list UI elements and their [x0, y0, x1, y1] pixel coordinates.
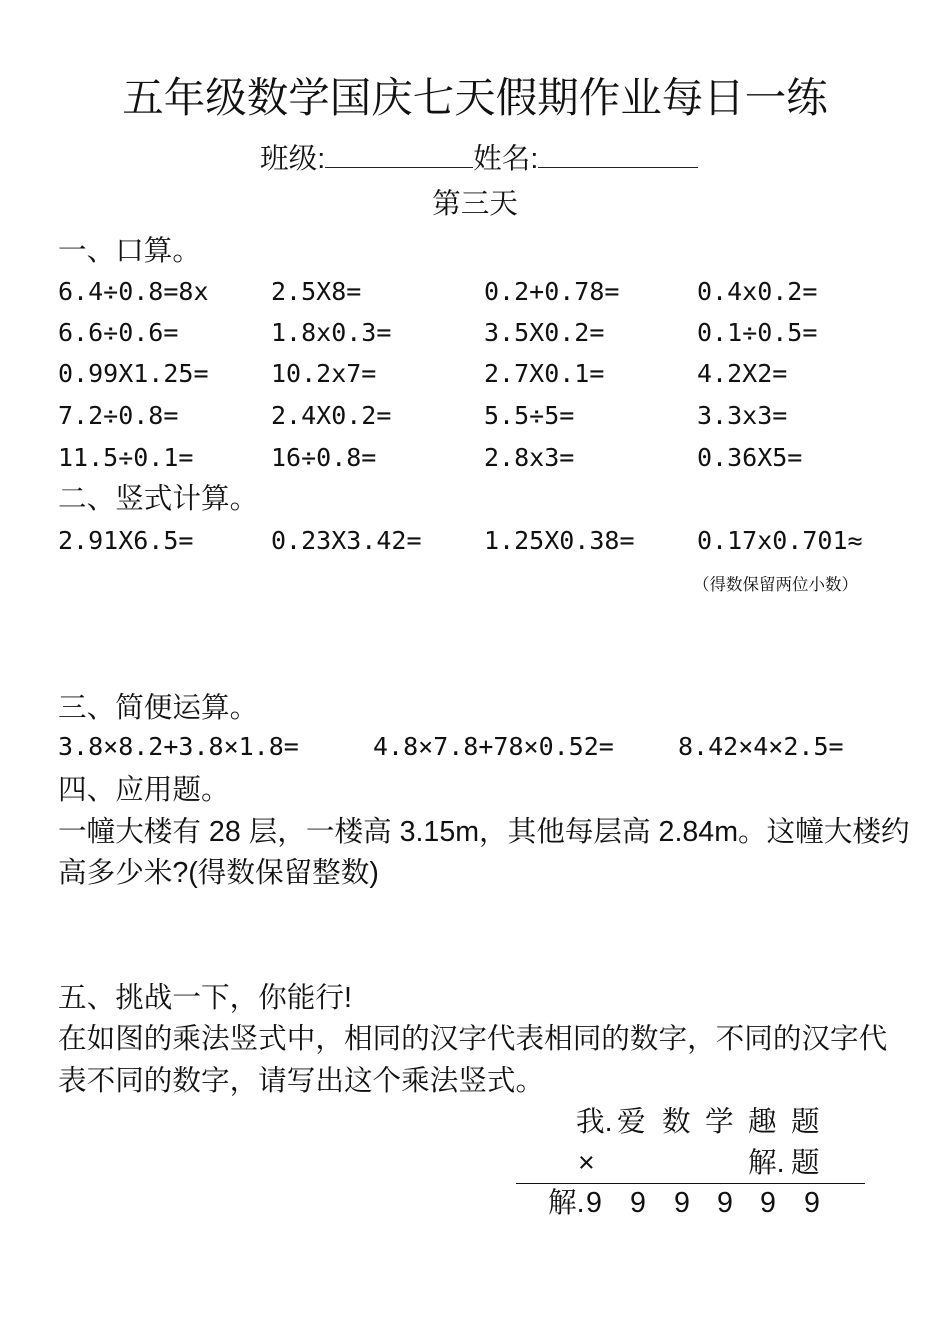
oral-row-3	[58, 360, 787, 388]
oral-problem: 0.99X1.25=	[58, 359, 209, 388]
oral-problem: 3.3x3=	[697, 401, 788, 430]
name-label: 姓名:	[473, 143, 539, 175]
oral-problem: 6.4÷0.8=8x	[58, 277, 209, 306]
oral-problem: 4.2X2=	[697, 359, 788, 388]
oral-problem: 0.2+0.78=	[484, 277, 620, 306]
oral-problem: 0.36X5=	[697, 443, 803, 472]
vertical-calc-problem: 1.25X0.38=	[484, 526, 635, 555]
simplify-problem: 8.42×4×2.5=	[678, 732, 844, 761]
vertical-calc-problem: 2.91X6.5=	[58, 526, 194, 555]
oral-problem: 7.2÷0.8=	[58, 401, 179, 430]
oral-problem: 2.7X0.1=	[484, 359, 605, 388]
product-digit: 9	[804, 1187, 820, 1219]
section1-heading: 一、口算。	[58, 235, 201, 267]
day-label: 第三天	[432, 188, 518, 220]
oral-problem: 2.8x3=	[484, 443, 575, 472]
multiplicand-digit: 我.	[576, 1106, 613, 1138]
challenge-text-line-2: 表不同的数字，请写出这个乘法竖式。	[58, 1065, 545, 1097]
class-label: 班级:	[260, 143, 326, 175]
multiplicand-digit: 趣	[748, 1106, 777, 1138]
multiplier-digit: 解.	[748, 1147, 785, 1179]
oral-problem: 16÷0.8=	[271, 443, 377, 472]
product-digit: 9	[717, 1187, 733, 1219]
oral-row-1	[58, 278, 817, 306]
product-digit: 解.	[548, 1187, 585, 1219]
oral-row-5	[58, 444, 802, 472]
oral-problem: 0.1÷0.5=	[697, 318, 818, 347]
simplify-row	[58, 733, 844, 761]
multiplicand-digit: 数	[662, 1106, 691, 1138]
section2-heading: 二、竖式计算。	[58, 483, 259, 515]
student-info-line	[260, 145, 698, 174]
product-digit: 9	[630, 1187, 646, 1219]
oral-row-4	[58, 402, 787, 430]
multiplicand-digit: 学	[705, 1106, 734, 1138]
product-digit: 9	[586, 1187, 602, 1219]
simplify-problem: 3.8×8.2+3.8×1.8=	[58, 732, 299, 761]
oral-problem: 10.2x7=	[271, 359, 377, 388]
vertical-calc-problem: 0.17x0.701≈	[697, 526, 863, 555]
simplify-problem: 4.8×7.8+78×0.52=	[373, 732, 614, 761]
vertical-calc-row	[58, 527, 863, 555]
multiplier-digit: 题	[791, 1147, 820, 1179]
oral-problem: 11.5÷0.1=	[58, 443, 194, 472]
word-problem-line-2: 高多少米?(得数保留整数)	[58, 857, 379, 889]
class-blank-line	[325, 167, 473, 168]
worksheet-title: 五年级数学国庆七天假期作业每日一练	[122, 74, 828, 121]
section5-heading: 五、挑战一下，你能行!	[58, 982, 352, 1014]
name-blank-line	[538, 167, 698, 168]
multiply-sign: ×	[578, 1147, 595, 1179]
section4-heading: 四、应用题。	[58, 774, 230, 806]
oral-problem: 2.5X8=	[271, 277, 362, 306]
word-problem-line-1: 一幢大楼有 28 层，一楼高 3.15m，其他每层高 2.84m。这幢大楼约	[58, 816, 910, 848]
multiplicand-digit: 题	[791, 1106, 820, 1138]
product-digit: 9	[760, 1187, 776, 1219]
rounding-note: （得数保留两位小数）	[693, 576, 858, 594]
oral-problem: 2.4X0.2=	[271, 401, 392, 430]
oral-problem: 5.5÷5=	[484, 401, 575, 430]
oral-problem: 6.6÷0.6=	[58, 318, 179, 347]
section3-heading: 三、简便运算。	[58, 692, 259, 724]
oral-problem: 1.8x0.3=	[271, 318, 392, 347]
oral-row-2	[58, 319, 817, 347]
product-digit: 9	[674, 1187, 690, 1219]
multiplicand-digit: 爱	[617, 1106, 646, 1138]
oral-problem: 3.5X0.2=	[484, 318, 605, 347]
oral-problem: 0.4x0.2=	[697, 277, 818, 306]
puzzle-rule-line	[516, 1183, 865, 1184]
challenge-text-line-1: 在如图的乘法竖式中，相同的汉字代表相同的数字，不同的汉字代	[58, 1023, 888, 1055]
vertical-calc-problem: 0.23X3.42=	[271, 526, 422, 555]
